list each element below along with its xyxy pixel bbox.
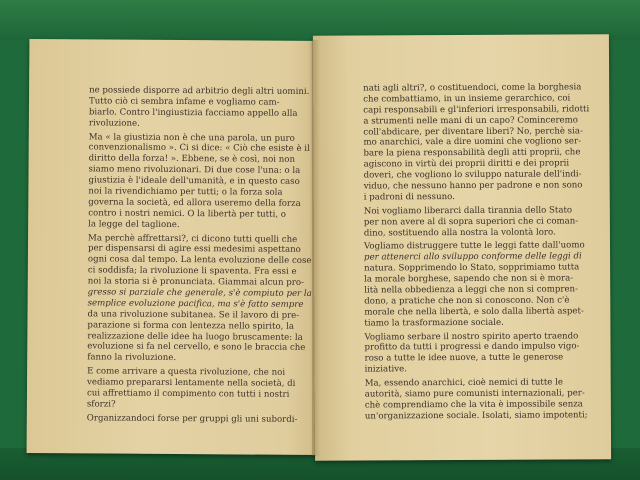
text-line: biarlo. Contro l'ingiustizia facciamo appello alla [88,107,298,119]
right-page-text [363,82,591,422]
text-line: fanno la rivoluzione. [87,352,177,364]
text-line: la morale borghese, sapendo che non si è mora- [364,273,574,285]
text-line: mo anarchici, vale a dire uomini che vogliono ser- [363,136,582,148]
text-line: morale che nella libertà, e solo dalla libertà aspet- [364,306,584,318]
text-line: profitto da tutti i progressi e dando impulso vigo- [364,341,580,353]
text-line: roso a tutte le idee nuove, a tutte le generose [364,352,564,364]
text-line: parazione si forma con lentezza nello spirito, la [87,320,295,332]
text-line: i padroni di nessuno. [363,191,455,203]
text-line: agiscono in virtù dei proprii diritti e dei proprii [363,158,570,170]
text-line: chè comprendiamo che la vita è impossibile senza [364,399,583,411]
text-line: convenzionalismo ». Ci si dice: « Ciò che esiste è il [88,142,310,155]
text-line: bare la piena responsabilità degli atti proprii, che [363,147,581,159]
text-line: che combattiamo, in un insieme gerarchico, coi [363,93,571,105]
text-line: coll'abdicare, per diventare liberi? No, perchè sia- [363,125,583,138]
left-page-text [87,85,313,425]
text-line: siamo meno rivoluzionari. Di due cose l'una: o la [88,164,301,177]
text-line: Vogliamo serbare il nostro spirito aperto traendo [364,330,579,343]
text-line: giustizia è l'ideale dell'umanità, e in questo caso [88,175,300,187]
text-line: nati agli altri?, o costituendoci, come la borghesia [363,82,582,94]
page-spine-shadow [312,40,320,456]
text-line: tiamo la trasformazione sociale. [364,317,504,329]
text-line: capi responsabili e gl'inferiori irresponsabili, ridotti [363,104,590,116]
text-line: E come arrivare a questa rivoluzione, che noi [87,366,286,379]
text-line: lità nella obbedienza a leggi che non si compren- [364,284,579,296]
text-line: Tutto ciò ci sembra infame e vogliamo cam- [88,96,280,108]
text-line: autorità, siamo pure comunisti internazionali, per- [364,388,585,400]
text-line: per attenerci allo sviluppo conforme delle leggi di [364,251,582,263]
text-line: Ma perchè affrettarsi?, ci dicono tutti quelli che [88,232,298,245]
text-line: iniziative. [364,364,407,375]
text-line: per dispensarsi di agire essi medesimi aspettano [87,243,301,256]
text-line: ne possiede disporre ad arbitrio degli altri uomini. [89,85,310,97]
text-line: dino, sostituendo alla nostra la volontà loro. [363,227,556,239]
text-line: viduo, che nessuno hanno per padrone e non sono [363,180,583,192]
text-line: un'organizzazione sociale. Isolati, siamo impotenti; [364,410,588,422]
text-line: ci soddisfa; la rivoluzione li spaventa. Fra essi e [87,265,297,278]
text-line: a strumenti nelle mani di un capo? Cominceremo [363,115,578,127]
text-line: cui affrettiamo il compimento con tutti i nostri [86,388,290,400]
text-line: semplice evoluzione pacifica, ma s'è fatto sempre [87,298,304,310]
text-line: vediamo prepararsi lentamente nella società, di [87,377,296,390]
text-line: diritto della forza! ». Ebbene, se è così, noi non [88,153,296,166]
text-line: sforzi? [86,399,116,410]
text-line: da una rivoluzione subitanea. Se il lavoro di pre- [87,309,300,321]
text-line: Noi vogliamo liberarci dalla tirannia dello Stato [363,205,573,217]
text-line: Ma, essendo anarchici, cioè nemici di tutte le [364,377,563,389]
text-line: evoluzione si fa nel cervello, e sono le braccia che [87,341,306,354]
text-line: realizzazione delle idee ha luogo bruscamente: la [87,330,303,343]
text-line: dono, a pratiche che non si conoscono. Non c'è [364,295,570,307]
text-line: gresso si parziale che generale, s'è compiuto per la [87,287,312,299]
text-line: contro i nostri nemici. O la libertà per tutti, o [88,208,287,220]
text-line: Vogliamo distruggere tutte le leggi fatte dall'uomo [363,240,585,252]
left-page [27,39,324,455]
text-line: Ma « la giustizia non è che una parola, un puro [88,131,295,144]
text-line: natura. Sopprimendo lo Stato, sopprimiamo tutta [364,262,580,274]
text-line: ogni cosa dal tempo. La lenta evoluzione delle cose [87,254,312,267]
text-line: noi la storia si è pronunciata. Giammai alcun pro- [87,276,304,289]
text-line: Organizzandoci forse per gruppi gli uni subordi- [86,413,298,425]
text-line: rivoluzione. [88,118,140,129]
text-line: doveri, che vogliono lo sviluppo naturale dell'indi- [363,169,582,181]
text-line: la legge del taglione. [88,219,180,230]
text-line: noi la rivendichiamo per tutti; o la forza sola [88,186,283,198]
text-line: per non avere al di sopra superiori che ci coman- [363,216,579,228]
right-page [313,34,611,461]
text-line: governa la società, ed allora useremo della forza [88,197,301,209]
